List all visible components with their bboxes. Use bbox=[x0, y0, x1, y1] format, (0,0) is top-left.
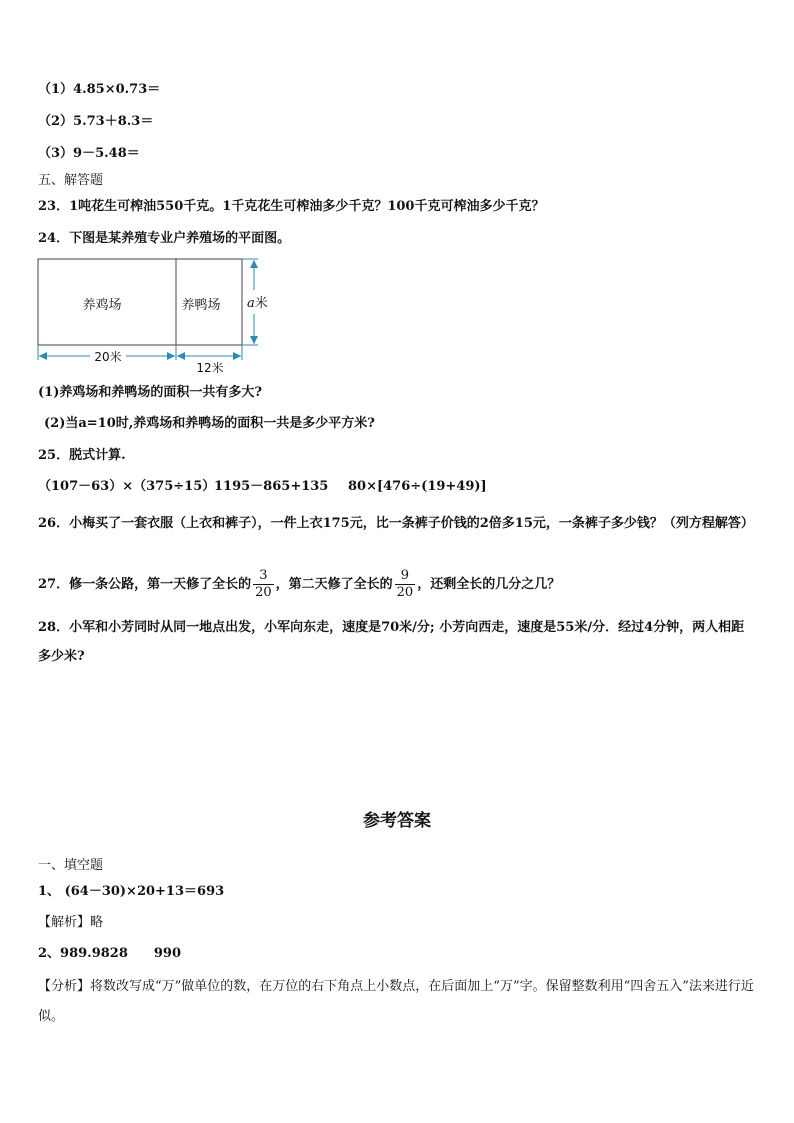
answer-2: 2、989.9828 990 bbox=[38, 946, 182, 961]
answer-1: 1、 (64－30)×20+13＝693 bbox=[38, 884, 225, 899]
calc-item-1: （1）4.85×0.73＝ bbox=[38, 82, 161, 97]
q27-text-2: ，第二天修了全长的 bbox=[275, 577, 393, 592]
fraction-3-20 bbox=[253, 568, 274, 601]
chicken-width-label: 20米 bbox=[94, 350, 122, 364]
height-unit: 米 bbox=[254, 296, 268, 311]
calc-item-3: （3）9－5.48＝ bbox=[38, 146, 140, 161]
answer-1-analysis: 【解析】略 bbox=[38, 915, 104, 930]
answers-title: 参考答案 bbox=[363, 811, 431, 831]
arrow-left-icon bbox=[177, 352, 185, 360]
fraction-9-20 bbox=[395, 568, 416, 601]
arrow-left-icon bbox=[39, 352, 47, 360]
arrow-right-icon bbox=[167, 352, 175, 360]
duck-width-label: 12米 bbox=[196, 361, 224, 375]
arrow-right-icon bbox=[233, 352, 241, 360]
q25-expr-3: 80×[476÷(19+49)] bbox=[348, 479, 487, 494]
fraction-denominator: 20 bbox=[255, 585, 272, 600]
q25-expr-1: （107－63）×（375÷15） bbox=[38, 479, 216, 494]
question-23: 23．1吨花生可榨油550千克。1千克花生可榨油多少千克？100千克可榨油多少千克？ bbox=[38, 199, 545, 214]
arrow-down-icon bbox=[250, 336, 258, 344]
question-28: 28．小军和小芳同时从同一地点出发，小军向东走，速度是70米/分; 小芳向西走，速度是55米/分．经过4分钟，两人相距多少米? bbox=[38, 620, 745, 664]
question-24-part-1: (1)养鸡场和养鸭场的面积一共有多大? bbox=[38, 385, 262, 400]
question-25: 25．脱式计算. bbox=[38, 448, 126, 463]
q27-text-1: 27．修一条公路，第一天修了全长的 bbox=[38, 577, 252, 592]
duck-farm-label: 养鸭场 bbox=[181, 298, 221, 313]
fraction-denominator: 20 bbox=[396, 585, 414, 600]
section5-heading: 五、解答题 bbox=[38, 173, 104, 188]
height-variable: a bbox=[247, 296, 255, 311]
answer-2-analysis: 【分析】将数改写成“万”做单位的数，在万位的右下角点上小数点，在后面加上“万”字。保留整数利用“四舍五入”法来进行近似。 bbox=[38, 979, 754, 1024]
question-26: 26．小梅买了一套衣服（上衣和裤子），一件上衣175元，比一条裤子价钱的2倍多15元，一条裤子多少钱？（列方程解答） bbox=[38, 516, 754, 531]
q27-text-3: ，还剩全长的几分之几？ bbox=[417, 577, 561, 592]
chicken-farm-label: 养鸡场 bbox=[82, 298, 122, 313]
height-label bbox=[247, 295, 268, 311]
q25-expr-2: 1195－865+135 bbox=[214, 479, 329, 494]
fraction-numerator: 9 bbox=[395, 568, 416, 585]
fraction-numerator: 3 bbox=[253, 568, 274, 585]
calc-item-2: （2）5.73＋8.3＝ bbox=[38, 114, 154, 129]
answers-section-1: 一、填空题 bbox=[38, 858, 104, 873]
question-27 bbox=[38, 566, 560, 604]
question-24-part-2: (2)当a=10时,养鸡场和养鸭场的面积一共是多少平方米? bbox=[44, 416, 375, 431]
arrow-up-icon bbox=[250, 260, 258, 268]
question-24: 24．下图是某养殖专业户养殖场的平面图。 bbox=[38, 231, 291, 246]
farm-plan-figure bbox=[30, 252, 270, 380]
